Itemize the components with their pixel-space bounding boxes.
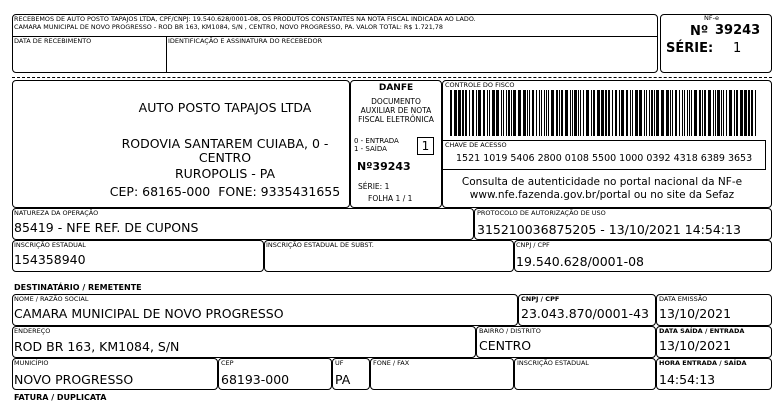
consult-line2: www.nfe.fazenda.gov.br/portal ou no site da Sefaz xyxy=(469,189,735,201)
danfe-folha: FOLHA 1 / 1 xyxy=(368,194,413,203)
emitter-cep-phone: CEP: 68165-000 FONE: 9335431655 xyxy=(109,184,341,199)
danfe-saida: 1 - SAÍDA xyxy=(354,145,387,153)
recipient-cnpj-value: 23.043.870/0001-43 xyxy=(521,306,650,321)
stub-divider-v xyxy=(166,36,167,73)
danfe-title: DANFE xyxy=(378,83,414,93)
emitter-address-line1: RODOVIA SANTAREM CUIABA, 0 - xyxy=(121,136,329,151)
recipient-signature-label: IDENTIFICAÇÃO E ASSINATURA DO RECEBEDOR xyxy=(168,37,323,45)
danfe-subtitle3: FISCAL ELETRÔNICA xyxy=(358,115,434,124)
recipient-uf-label: UF xyxy=(335,359,344,367)
stub-declaration-line1: RECEBEMOS DE AUTO POSTO TAPAJOS LTDA, CPF/CNPJ: 19.540.628/0001-08, OS PRODUTOS CONSTANTES NA NOTA FISCAL INDICADA AO LADO. xyxy=(14,15,476,23)
recipient-uf-value: PA xyxy=(335,372,351,387)
nfe-label: NF-e xyxy=(704,14,719,22)
natureza-label: NATUREZA DA OPERAÇÃO xyxy=(14,209,99,217)
exit-time-value: 14:54:13 xyxy=(659,372,716,387)
emitter-name: AUTO POSTO TAPAJOS LTDA xyxy=(138,100,312,115)
nfe-serie-label: SÉRIE: xyxy=(666,41,714,56)
protocolo-value: 315210036875205 - 13/10/2021 14:54:13 xyxy=(477,222,741,237)
recipient-name-value: CAMARA MUNICIPAL DE NOVO PROGRESSO xyxy=(14,306,284,321)
ie-label: INSCRIÇÃO ESTADUAL xyxy=(14,241,86,249)
recipient-address-label: ENDEREÇO xyxy=(14,327,51,335)
exit-time-label: HORA ENTRADA / SAÍDA xyxy=(659,359,747,367)
danfe-subtitle2: AUXILIAR DE NOTA xyxy=(360,106,432,115)
danfe-type-box: 1 xyxy=(417,137,434,155)
stub-divider-h xyxy=(12,36,658,37)
recipient-phone-label: FONE / FAX xyxy=(373,359,410,367)
exit-date-label: DATA SAÍDA / ENTRADA xyxy=(659,327,745,335)
emitter-address-line2: CENTRO xyxy=(198,150,252,165)
recipient-city-value: NOVO PROGRESSO xyxy=(14,372,134,387)
danfe-subtitle1: DOCUMENTO xyxy=(371,97,421,106)
ie-st-label: INSCRIÇÃO ESTADUAL DE SUBST. xyxy=(266,241,374,249)
nfe-number-prefix: Nº xyxy=(690,24,709,39)
danfe-entrada: 0 - ENTRADA xyxy=(354,137,399,145)
danfe-serie: SÉRIE: 1 xyxy=(358,182,390,191)
fatura-section-title: FATURA / DUPLICATA xyxy=(14,393,107,402)
access-key-value: 1521 1019 5406 2800 0108 5500 1000 0392 4318 6389 3653 xyxy=(456,153,753,164)
access-key-barcode xyxy=(450,90,760,136)
recipient-address-value: ROD BR 163, KM1084, S/N xyxy=(14,339,180,354)
recipient-cep-label: CEP xyxy=(221,359,234,367)
emitter-city: RUROPOLIS - PA xyxy=(174,166,276,181)
emission-date-value: 13/10/2021 xyxy=(659,306,732,321)
fisco-control-label: CONTROLE DO FISCO xyxy=(445,81,515,89)
recipient-city-label: MUNICÍPIO xyxy=(14,359,49,367)
natureza-value: 85419 - NFE REF. DE CUPONS xyxy=(14,220,199,235)
access-key-label: CHAVE DE ACESSO xyxy=(445,141,507,149)
recipient-cnpj-label: CNPJ / CPF xyxy=(521,295,560,303)
danfe-number: Nº39243 xyxy=(357,160,411,173)
consult-line1: Consulta de autenticidade no portal nacional da NF-e xyxy=(461,176,743,188)
recipient-ie-label: INSCRIÇÃO ESTADUAL xyxy=(517,359,589,367)
emitter-cnpj-value: 19.540.628/0001-08 xyxy=(516,254,645,269)
recipient-district-value: CENTRO xyxy=(479,338,532,353)
emission-date-label: DATA EMISSÃO xyxy=(659,295,708,303)
recipient-district-label: BAIRRO / DISTRITO xyxy=(479,327,541,335)
emitter-cnpj-label: CNPJ / CPF xyxy=(516,241,550,249)
cut-line xyxy=(12,77,772,78)
exit-date-value: 13/10/2021 xyxy=(659,338,732,353)
protocolo-label: PROTOCOLO DE AUTORIZAÇÃO DE USO xyxy=(477,209,606,217)
nfe-serie: 1 xyxy=(733,41,742,56)
receipt-date-label: DATA DE RECEBIMENTO xyxy=(14,37,92,45)
ie-value: 154358940 xyxy=(14,252,86,267)
recipient-section-title: DESTINATÁRIO / REMETENTE xyxy=(14,283,142,292)
recipient-cep-value: 68193-000 xyxy=(221,372,290,387)
recipient-name-label: NOME / RAZÃO SOCIAL xyxy=(14,295,89,303)
stub-declaration-line2: CAMARA MUNICIPAL DE NOVO PROGRESSO - ROD BR 163, KM1084, S/N , CENTRO, NOVO PROGRESSO, PA. VALOR TOTAL: R$ 1.721,78 xyxy=(14,23,443,31)
nfe-number: 39243 xyxy=(715,23,761,38)
